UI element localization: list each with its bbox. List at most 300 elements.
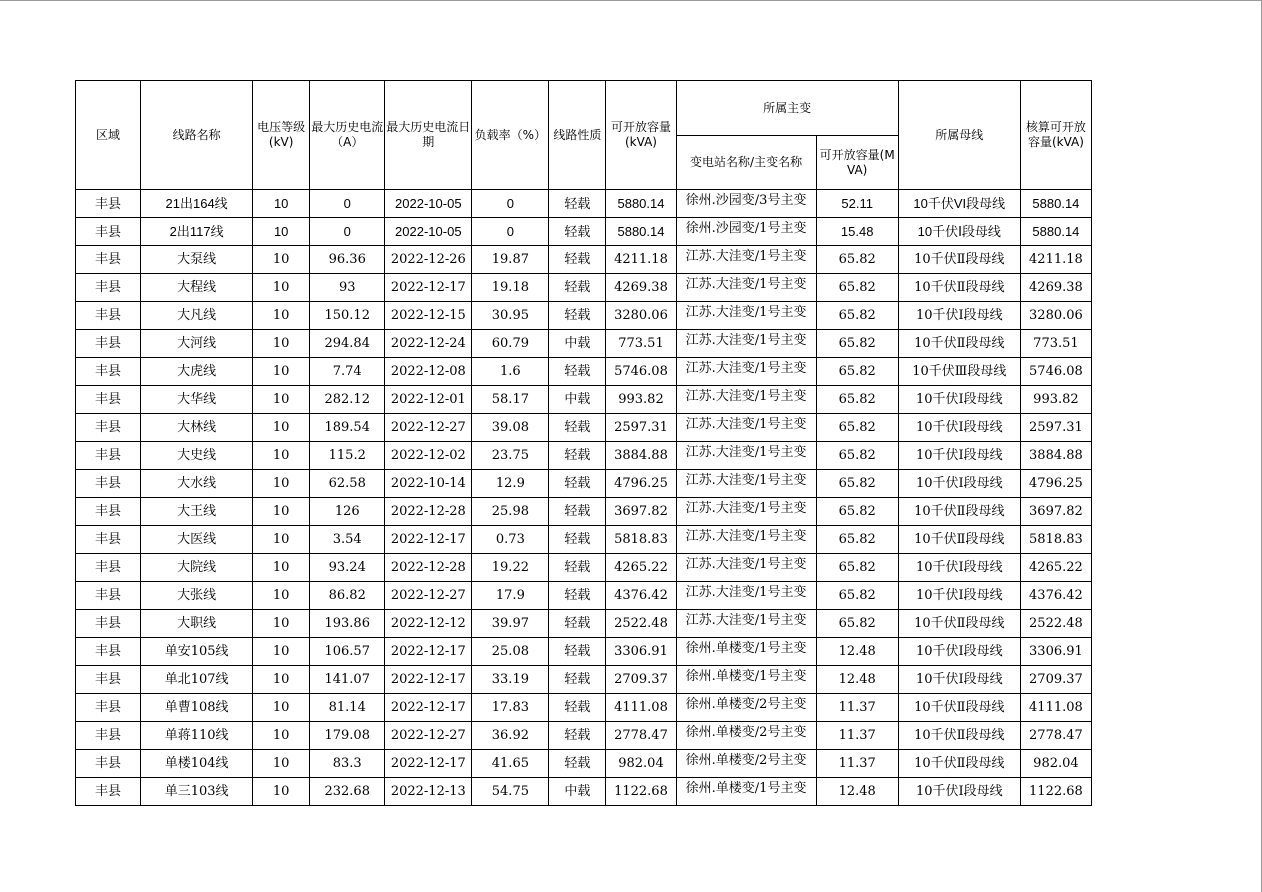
cell-bus-line: 10千伏Ⅰ段母线 <box>898 666 1020 694</box>
header-voltage: 电压等级(kV) <box>253 81 310 190</box>
cell-line-nature: 轻载 <box>549 582 606 610</box>
cell-verified-capacity: 2709.37 <box>1020 666 1091 694</box>
table-row <box>76 386 1092 414</box>
header-transformer-capacity: 可开放容量(MVA) <box>816 136 898 190</box>
cell-region: 丰县 <box>76 246 141 274</box>
cell-verified-capacity: 4111.08 <box>1020 694 1091 722</box>
cell-line-nature: 轻载 <box>549 498 606 526</box>
cell-verified-capacity: 4376.42 <box>1020 582 1091 610</box>
cell-transformer-capacity: 12.48 <box>816 778 898 806</box>
cell-load-rate: 25.08 <box>472 638 549 666</box>
cell-transformer-capacity: 65.82 <box>816 610 898 638</box>
cell-load-rate: 19.22 <box>472 554 549 582</box>
cell-transformer-capacity: 12.48 <box>816 638 898 666</box>
cell-max-current: 62.58 <box>310 470 385 498</box>
table-row <box>76 666 1092 694</box>
cell-bus-line: 10千伏Ⅰ段母线 <box>898 470 1020 498</box>
cell-max-current: 0 <box>310 218 385 246</box>
cell-substation-name: 江苏.大洼变/1号主变 <box>676 554 816 582</box>
table-row <box>76 190 1092 218</box>
header-load-rate: 负载率（%） <box>472 81 549 190</box>
cell-max-current: 189.54 <box>310 414 385 442</box>
cell-substation-name: 江苏.大洼变/1号主变 <box>676 610 816 638</box>
cell-open-capacity: 5880.14 <box>606 218 676 246</box>
cell-transformer-capacity: 65.82 <box>816 498 898 526</box>
cell-bus-line: 10千伏VI段母线 <box>898 190 1020 218</box>
cell-verified-capacity: 5880.14 <box>1020 218 1091 246</box>
cell-voltage: 10 <box>253 246 310 274</box>
cell-substation-name: 徐州.单楼变/1号主变 <box>676 778 816 806</box>
cell-max-current-date: 2022-12-27 <box>385 414 472 442</box>
cell-line-name: 单楼104线 <box>141 750 253 778</box>
cell-voltage: 10 <box>253 414 310 442</box>
cell-max-current-date: 2022-12-17 <box>385 526 472 554</box>
cell-max-current: 7.74 <box>310 358 385 386</box>
cell-substation-name: 徐州.单楼变/2号主变 <box>676 694 816 722</box>
cell-max-current-date: 2022-12-08 <box>385 358 472 386</box>
cell-voltage: 10 <box>253 358 310 386</box>
cell-load-rate: 12.9 <box>472 470 549 498</box>
table-row <box>76 638 1092 666</box>
cell-open-capacity: 773.51 <box>606 330 676 358</box>
cell-line-nature: 轻载 <box>549 722 606 750</box>
cell-bus-line: 10千伏Ⅰ段母线 <box>898 442 1020 470</box>
cell-voltage: 10 <box>253 302 310 330</box>
cell-voltage: 10 <box>253 610 310 638</box>
cell-transformer-capacity: 65.82 <box>816 582 898 610</box>
cell-bus-line: 10千伏Ⅰ段母线 <box>898 582 1020 610</box>
cell-max-current-date: 2022-12-27 <box>385 582 472 610</box>
cell-transformer-capacity: 65.82 <box>816 442 898 470</box>
table-row <box>76 526 1092 554</box>
cell-region: 丰县 <box>76 442 141 470</box>
cell-max-current-date: 2022-12-15 <box>385 302 472 330</box>
header-bus-line: 所属母线 <box>898 81 1020 190</box>
cell-region: 丰县 <box>76 638 141 666</box>
cell-transformer-capacity: 15.48 <box>816 218 898 246</box>
cell-max-current-date: 2022-12-13 <box>385 778 472 806</box>
cell-region: 丰县 <box>76 218 141 246</box>
cell-line-name: 大院线 <box>141 554 253 582</box>
cell-transformer-capacity: 65.82 <box>816 526 898 554</box>
cell-transformer-capacity: 65.82 <box>816 386 898 414</box>
cell-max-current: 93.24 <box>310 554 385 582</box>
cell-line-name: 2出117线 <box>141 218 253 246</box>
table-row <box>76 358 1092 386</box>
cell-line-name: 大王线 <box>141 498 253 526</box>
cell-substation-name: 江苏.大洼变/1号主变 <box>676 470 816 498</box>
cell-open-capacity: 5818.83 <box>606 526 676 554</box>
cell-max-current-date: 2022-12-17 <box>385 638 472 666</box>
cell-region: 丰县 <box>76 554 141 582</box>
cell-substation-name: 徐州.单楼变/1号主变 <box>676 638 816 666</box>
cell-load-rate: 39.08 <box>472 414 549 442</box>
cell-load-rate: 23.75 <box>472 442 549 470</box>
cell-line-nature: 轻载 <box>549 638 606 666</box>
cell-region: 丰县 <box>76 190 141 218</box>
cell-substation-name: 江苏.大洼变/1号主变 <box>676 274 816 302</box>
cell-line-name: 大虎线 <box>141 358 253 386</box>
cell-max-current-date: 2022-12-17 <box>385 694 472 722</box>
cell-voltage: 10 <box>253 218 310 246</box>
cell-transformer-capacity: 65.82 <box>816 358 898 386</box>
table-row <box>76 442 1092 470</box>
cell-region: 丰县 <box>76 610 141 638</box>
cell-max-current-date: 2022-12-12 <box>385 610 472 638</box>
cell-substation-name: 江苏.大洼变/1号主变 <box>676 246 816 274</box>
cell-bus-line: 10千伏Ⅱ段母线 <box>898 722 1020 750</box>
cell-voltage: 10 <box>253 554 310 582</box>
cell-open-capacity: 3280.06 <box>606 302 676 330</box>
cell-substation-name: 江苏.大洼变/1号主变 <box>676 582 816 610</box>
cell-load-rate: 60.79 <box>472 330 549 358</box>
table-row <box>76 610 1092 638</box>
cell-load-rate: 17.83 <box>472 694 549 722</box>
cell-voltage: 10 <box>253 498 310 526</box>
cell-max-current: 115.2 <box>310 442 385 470</box>
cell-max-current-date: 2022-12-24 <box>385 330 472 358</box>
cell-open-capacity: 4376.42 <box>606 582 676 610</box>
cell-line-nature: 轻载 <box>549 610 606 638</box>
table-row <box>76 330 1092 358</box>
cell-bus-line: 10千伏Ⅰ段母线 <box>898 778 1020 806</box>
cell-max-current: 81.14 <box>310 694 385 722</box>
cell-verified-capacity: 3697.82 <box>1020 498 1091 526</box>
cell-max-current-date: 2022-12-26 <box>385 246 472 274</box>
cell-load-rate: 17.9 <box>472 582 549 610</box>
cell-open-capacity: 2522.48 <box>606 610 676 638</box>
cell-region: 丰县 <box>76 358 141 386</box>
cell-bus-line: 10千伏Ⅱ段母线 <box>898 610 1020 638</box>
cell-max-current: 294.84 <box>310 330 385 358</box>
table-row <box>76 582 1092 610</box>
cell-region: 丰县 <box>76 414 141 442</box>
table-row <box>76 414 1092 442</box>
cell-substation-name: 徐州.单楼变/1号主变 <box>676 666 816 694</box>
cell-bus-line: 10千伏Ⅰ段母线 <box>898 414 1020 442</box>
cell-region: 丰县 <box>76 498 141 526</box>
cell-line-name: 大史线 <box>141 442 253 470</box>
cell-bus-line: 10千伏Ⅰ段母线 <box>898 302 1020 330</box>
cell-line-nature: 中载 <box>549 330 606 358</box>
cell-max-current: 3.54 <box>310 526 385 554</box>
cell-voltage: 10 <box>253 386 310 414</box>
cell-line-nature: 轻载 <box>549 358 606 386</box>
cell-substation-name: 徐州.单楼变/2号主变 <box>676 722 816 750</box>
cell-bus-line: 10千伏Ⅱ段母线 <box>898 330 1020 358</box>
cell-verified-capacity: 4265.22 <box>1020 554 1091 582</box>
cell-max-current-date: 2022-12-17 <box>385 274 472 302</box>
cell-max-current-date: 2022-12-28 <box>385 498 472 526</box>
cell-load-rate: 0.73 <box>472 526 549 554</box>
cell-line-name: 大程线 <box>141 274 253 302</box>
cell-line-name: 单北107线 <box>141 666 253 694</box>
cell-substation-name: 徐州.单楼变/2号主变 <box>676 750 816 778</box>
cell-load-rate: 39.97 <box>472 610 549 638</box>
cell-substation-name: 江苏.大洼变/1号主变 <box>676 330 816 358</box>
cell-line-name: 21出164线 <box>141 190 253 218</box>
cell-substation-name: 江苏.大洼变/1号主变 <box>676 358 816 386</box>
header-region: 区域 <box>76 81 141 190</box>
cell-max-current-date: 2022-10-05 <box>385 190 472 218</box>
cell-transformer-capacity: 52.11 <box>816 190 898 218</box>
cell-load-rate: 58.17 <box>472 386 549 414</box>
cell-load-rate: 19.18 <box>472 274 549 302</box>
cell-line-nature: 轻载 <box>549 470 606 498</box>
header-substation-name: 变电站名称/主变名称 <box>676 136 816 190</box>
cell-verified-capacity: 2778.47 <box>1020 722 1091 750</box>
table-row <box>76 722 1092 750</box>
cell-open-capacity: 2778.47 <box>606 722 676 750</box>
cell-open-capacity: 1122.68 <box>606 778 676 806</box>
capacity-table <box>75 80 1092 806</box>
cell-line-name: 单曹108线 <box>141 694 253 722</box>
cell-open-capacity: 982.04 <box>606 750 676 778</box>
table-row <box>76 218 1092 246</box>
cell-region: 丰县 <box>76 302 141 330</box>
cell-bus-line: 10千伏Ⅱ段母线 <box>898 526 1020 554</box>
cell-line-name: 大水线 <box>141 470 253 498</box>
cell-region: 丰县 <box>76 750 141 778</box>
cell-max-current: 126 <box>310 498 385 526</box>
cell-transformer-capacity: 12.48 <box>816 666 898 694</box>
cell-transformer-capacity: 65.82 <box>816 470 898 498</box>
table-row <box>76 778 1092 806</box>
header-verified-capacity: 核算可开放容量(kVA) <box>1020 81 1091 190</box>
cell-max-current-date: 2022-12-28 <box>385 554 472 582</box>
cell-region: 丰县 <box>76 274 141 302</box>
cell-substation-name: 江苏.大洼变/1号主变 <box>676 414 816 442</box>
cell-load-rate: 36.92 <box>472 722 549 750</box>
cell-region: 丰县 <box>76 386 141 414</box>
cell-verified-capacity: 982.04 <box>1020 750 1091 778</box>
cell-open-capacity: 2709.37 <box>606 666 676 694</box>
cell-transformer-capacity: 65.82 <box>816 274 898 302</box>
cell-transformer-capacity: 11.37 <box>816 722 898 750</box>
cell-load-rate: 33.19 <box>472 666 549 694</box>
cell-region: 丰县 <box>76 330 141 358</box>
table-row <box>76 470 1092 498</box>
cell-open-capacity: 3884.88 <box>606 442 676 470</box>
cell-bus-line: 10千伏Ⅱ段母线 <box>898 274 1020 302</box>
cell-open-capacity: 5746.08 <box>606 358 676 386</box>
cell-voltage: 10 <box>253 442 310 470</box>
cell-line-nature: 轻载 <box>549 218 606 246</box>
cell-transformer-capacity: 11.37 <box>816 694 898 722</box>
cell-bus-line: 10千伏Ⅱ段母线 <box>898 694 1020 722</box>
cell-bus-line: 10千伏Ⅰ段母线 <box>898 554 1020 582</box>
header-open-capacity: 可开放容量(kVA) <box>606 81 676 190</box>
cell-max-current: 179.08 <box>310 722 385 750</box>
cell-open-capacity: 3306.91 <box>606 638 676 666</box>
cell-max-current: 106.57 <box>310 638 385 666</box>
table-row <box>76 750 1092 778</box>
cell-max-current: 141.07 <box>310 666 385 694</box>
cell-region: 丰县 <box>76 778 141 806</box>
cell-max-current: 86.82 <box>310 582 385 610</box>
cell-voltage: 10 <box>253 190 310 218</box>
cell-verified-capacity: 5818.83 <box>1020 526 1091 554</box>
cell-verified-capacity: 993.82 <box>1020 386 1091 414</box>
cell-voltage: 10 <box>253 722 310 750</box>
cell-load-rate: 19.87 <box>472 246 549 274</box>
cell-line-nature: 轻载 <box>549 246 606 274</box>
header-line-name: 线路名称 <box>141 81 253 190</box>
cell-line-name: 大医线 <box>141 526 253 554</box>
cell-voltage: 10 <box>253 694 310 722</box>
cell-load-rate: 0 <box>472 218 549 246</box>
cell-line-nature: 轻载 <box>549 302 606 330</box>
cell-transformer-capacity: 11.37 <box>816 750 898 778</box>
cell-voltage: 10 <box>253 470 310 498</box>
cell-max-current-date: 2022-12-02 <box>385 442 472 470</box>
cell-bus-line: 10千伏Ⅰ段母线 <box>898 386 1020 414</box>
cell-bus-line: 10千伏Ⅱ段母线 <box>898 498 1020 526</box>
cell-verified-capacity: 773.51 <box>1020 330 1091 358</box>
header-line-nature: 线路性质 <box>549 81 606 190</box>
cell-verified-capacity: 4211.18 <box>1020 246 1091 274</box>
cell-voltage: 10 <box>253 330 310 358</box>
cell-verified-capacity: 4269.38 <box>1020 274 1091 302</box>
cell-voltage: 10 <box>253 750 310 778</box>
cell-substation-name: 江苏.大洼变/1号主变 <box>676 498 816 526</box>
cell-voltage: 10 <box>253 638 310 666</box>
cell-open-capacity: 4265.22 <box>606 554 676 582</box>
cell-open-capacity: 4211.18 <box>606 246 676 274</box>
cell-open-capacity: 4111.08 <box>606 694 676 722</box>
cell-max-current-date: 2022-12-01 <box>385 386 472 414</box>
cell-voltage: 10 <box>253 526 310 554</box>
cell-verified-capacity: 3306.91 <box>1020 638 1091 666</box>
cell-line-nature: 轻载 <box>549 190 606 218</box>
table-body <box>76 190 1092 806</box>
cell-max-current: 0 <box>310 190 385 218</box>
cell-load-rate: 1.6 <box>472 358 549 386</box>
cell-voltage: 10 <box>253 274 310 302</box>
cell-verified-capacity: 5880.14 <box>1020 190 1091 218</box>
cell-open-capacity: 3697.82 <box>606 498 676 526</box>
cell-max-current: 96.36 <box>310 246 385 274</box>
table-row <box>76 554 1092 582</box>
table-row <box>76 694 1092 722</box>
cell-line-name: 大林线 <box>141 414 253 442</box>
table-row <box>76 274 1092 302</box>
cell-max-current: 150.12 <box>310 302 385 330</box>
cell-transformer-capacity: 65.82 <box>816 554 898 582</box>
cell-substation-name: 江苏.大洼变/1号主变 <box>676 526 816 554</box>
cell-line-nature: 中载 <box>549 778 606 806</box>
cell-verified-capacity: 1122.68 <box>1020 778 1091 806</box>
cell-bus-line: 10千伏Ⅰ段母线 <box>898 638 1020 666</box>
cell-line-name: 单安105线 <box>141 638 253 666</box>
cell-voltage: 10 <box>253 778 310 806</box>
cell-load-rate: 25.98 <box>472 498 549 526</box>
cell-region: 丰县 <box>76 694 141 722</box>
cell-line-name: 单三103线 <box>141 778 253 806</box>
header-transformer-group: 所属主变 <box>676 81 898 136</box>
page-edge-top <box>0 0 1262 1</box>
table-row <box>76 498 1092 526</box>
cell-load-rate: 0 <box>472 190 549 218</box>
cell-verified-capacity: 4796.25 <box>1020 470 1091 498</box>
cell-line-nature: 轻载 <box>549 666 606 694</box>
cell-line-nature: 轻载 <box>549 414 606 442</box>
cell-max-current: 193.86 <box>310 610 385 638</box>
cell-line-nature: 轻载 <box>549 554 606 582</box>
cell-open-capacity: 4796.25 <box>606 470 676 498</box>
cell-line-name: 大凡线 <box>141 302 253 330</box>
cell-region: 丰县 <box>76 722 141 750</box>
cell-line-nature: 轻载 <box>549 694 606 722</box>
cell-max-current: 232.68 <box>310 778 385 806</box>
cell-verified-capacity: 2522.48 <box>1020 610 1091 638</box>
cell-max-current: 93 <box>310 274 385 302</box>
cell-max-current-date: 2022-10-05 <box>385 218 472 246</box>
cell-substation-name: 江苏.大洼变/1号主变 <box>676 386 816 414</box>
cell-transformer-capacity: 65.82 <box>816 330 898 358</box>
cell-substation-name: 徐州.沙园变/3号主变 <box>676 190 816 218</box>
cell-open-capacity: 993.82 <box>606 386 676 414</box>
cell-max-current-date: 2022-12-17 <box>385 666 472 694</box>
cell-bus-line: 10千伏Ⅱ段母线 <box>898 750 1020 778</box>
cell-line-nature: 轻载 <box>549 442 606 470</box>
cell-max-current-date: 2022-12-27 <box>385 722 472 750</box>
cell-substation-name: 江苏.大洼变/1号主变 <box>676 302 816 330</box>
cell-region: 丰县 <box>76 666 141 694</box>
cell-line-name: 大河线 <box>141 330 253 358</box>
cell-load-rate: 30.95 <box>472 302 549 330</box>
cell-bus-line: 10千伏Ⅰ段母线 <box>898 218 1020 246</box>
cell-line-name: 大张线 <box>141 582 253 610</box>
cell-line-nature: 轻载 <box>549 274 606 302</box>
cell-line-name: 大泵线 <box>141 246 253 274</box>
cell-verified-capacity: 2597.31 <box>1020 414 1091 442</box>
header-max-current: 最大历史电流（A） <box>310 81 385 190</box>
cell-line-name: 大华线 <box>141 386 253 414</box>
cell-line-nature: 轻载 <box>549 526 606 554</box>
cell-max-current-date: 2022-10-14 <box>385 470 472 498</box>
cell-line-nature: 轻载 <box>549 750 606 778</box>
cell-region: 丰县 <box>76 470 141 498</box>
cell-max-current-date: 2022-12-17 <box>385 750 472 778</box>
cell-substation-name: 江苏.大洼变/1号主变 <box>676 442 816 470</box>
cell-transformer-capacity: 65.82 <box>816 246 898 274</box>
cell-region: 丰县 <box>76 526 141 554</box>
table-header <box>76 81 1092 190</box>
cell-transformer-capacity: 65.82 <box>816 302 898 330</box>
table-row <box>76 302 1092 330</box>
cell-line-name: 大职线 <box>141 610 253 638</box>
cell-substation-name: 徐州.沙园变/1号主变 <box>676 218 816 246</box>
cell-line-nature: 中载 <box>549 386 606 414</box>
cell-verified-capacity: 3884.88 <box>1020 442 1091 470</box>
cell-line-name: 单蒋110线 <box>141 722 253 750</box>
cell-verified-capacity: 3280.06 <box>1020 302 1091 330</box>
cell-verified-capacity: 5746.08 <box>1020 358 1091 386</box>
cell-open-capacity: 5880.14 <box>606 190 676 218</box>
cell-load-rate: 41.65 <box>472 750 549 778</box>
cell-voltage: 10 <box>253 582 310 610</box>
header-max-current-date: 最大历史电流日期 <box>385 81 472 190</box>
cell-max-current: 83.3 <box>310 750 385 778</box>
cell-open-capacity: 2597.31 <box>606 414 676 442</box>
cell-bus-line: 10千伏Ⅱ段母线 <box>898 246 1020 274</box>
table-row <box>76 246 1092 274</box>
cell-bus-line: 10千伏Ⅲ段母线 <box>898 358 1020 386</box>
cell-open-capacity: 4269.38 <box>606 274 676 302</box>
cell-load-rate: 54.75 <box>472 778 549 806</box>
cell-max-current: 282.12 <box>310 386 385 414</box>
